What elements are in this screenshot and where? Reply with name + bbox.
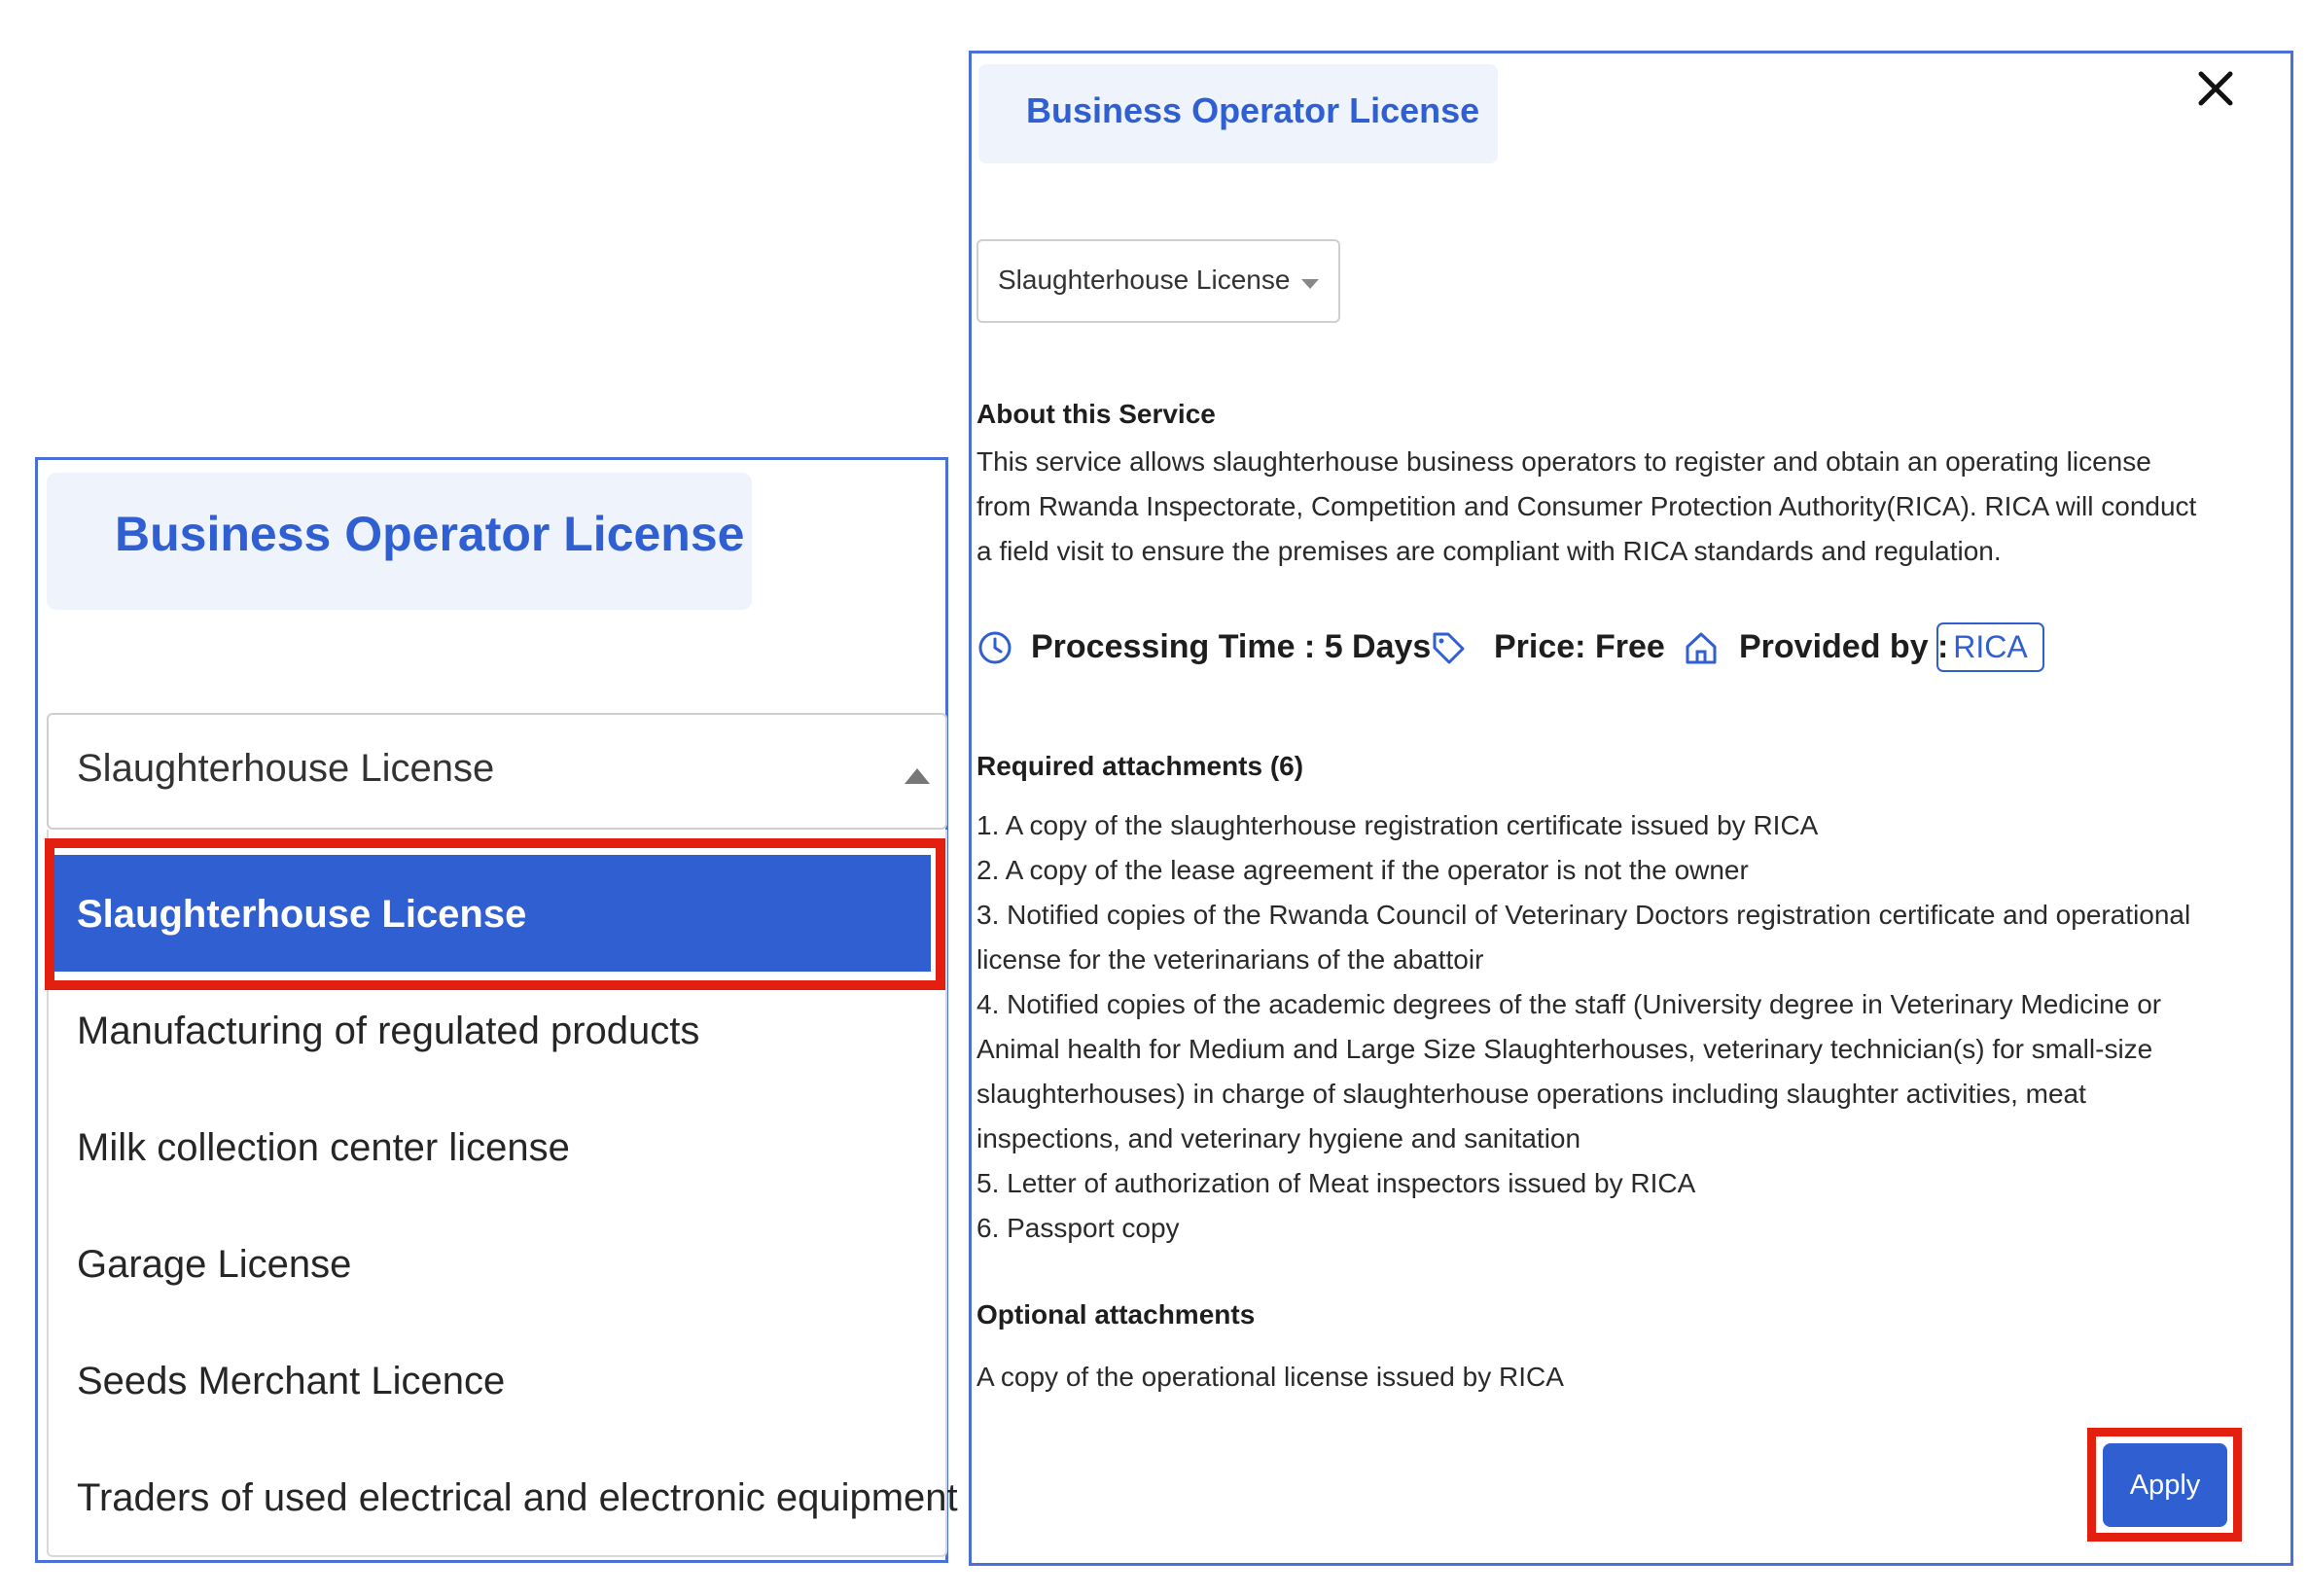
selected-option-highlight-box [45, 838, 945, 990]
about-line: from Rwanda Inspectorate, Competition and Consumer Protection Authority(RICA). RICA will conduct [976, 491, 2197, 521]
list-item: license for the veterinarians of the abattoir [976, 944, 1484, 975]
list-item: 3. Notified copies of the Rwanda Council of Veterinary Doctors registration certificate and operational [976, 900, 2191, 930]
list-item: Animal health for Medium and Large Size Slaughterhouses, veterinary technician(s) for small-size [976, 1034, 2153, 1064]
home-icon [1683, 629, 1720, 666]
list-item: 1. A copy of the slaughterhouse registration certificate issued by RICA [976, 810, 1819, 840]
optional-attachments-text: A copy of the operational license issued by RICA [976, 1362, 1564, 1392]
provider-badge[interactable]: RICA [1936, 622, 2044, 672]
left-panel-title: Business Operator License [115, 507, 745, 561]
about-heading: About this Service [976, 399, 1216, 429]
list-item: slaughterhouses) in charge of slaughterhouse operations including slaughter activities, meat [976, 1079, 2086, 1109]
list-item: 6. Passport copy [976, 1213, 1180, 1243]
tag-icon [1430, 629, 1467, 666]
required-attachments-heading: Required attachments (6) [976, 751, 1304, 781]
about-line: a field visit to ensure the premises are compliant with RICA standards and regulation. [976, 536, 2002, 566]
dropdown-option[interactable]: Slaughterhouse License [77, 893, 527, 936]
provided-by-label: Provided by : [1739, 628, 1949, 665]
right-panel-title: Business Operator License [1026, 90, 1480, 130]
about-description [976, 440, 2270, 574]
license-select-value: Slaughterhouse License [77, 747, 495, 790]
apply-button[interactable]: Apply [2103, 1443, 2227, 1527]
dropdown-option[interactable]: Milk collection center license [77, 1126, 570, 1169]
dropdown-option[interactable]: Seeds Merchant Licence [77, 1360, 506, 1402]
list-item: inspections, and veterinary hygiene and sanitation [976, 1123, 1581, 1153]
dropdown-option[interactable]: Manufacturing of regulated products [77, 1010, 700, 1052]
dropdown-option[interactable]: Garage License [77, 1243, 352, 1286]
required-attachments-list [976, 803, 2270, 1251]
list-item: 5. Letter of authorization of Meat inspectors issued by RICA [976, 1168, 1696, 1198]
optional-attachments-heading: Optional attachments [976, 1299, 1256, 1330]
price: Price: Free [1494, 628, 1665, 665]
list-item: 4. Notified copies of the academic degrees of the staff (University degree in Veterinary Medicine or [976, 989, 2162, 1019]
close-icon[interactable] [2193, 66, 2238, 111]
license-select-value: Slaughterhouse License [998, 265, 1291, 295]
caret-down-icon[interactable] [1301, 279, 1319, 289]
dropdown-option[interactable]: Traders of used electrical and electronic equipment [77, 1476, 958, 1519]
about-line: This service allows slaughterhouse business operators to register and obtain an operating license [976, 446, 2151, 477]
clock-icon [976, 629, 1013, 666]
processing-time: Processing Time : 5 Days [1031, 628, 1432, 665]
caret-up-icon[interactable] [905, 768, 930, 784]
list-item: 2. A copy of the lease agreement if the operator is not the owner [976, 855, 1749, 885]
